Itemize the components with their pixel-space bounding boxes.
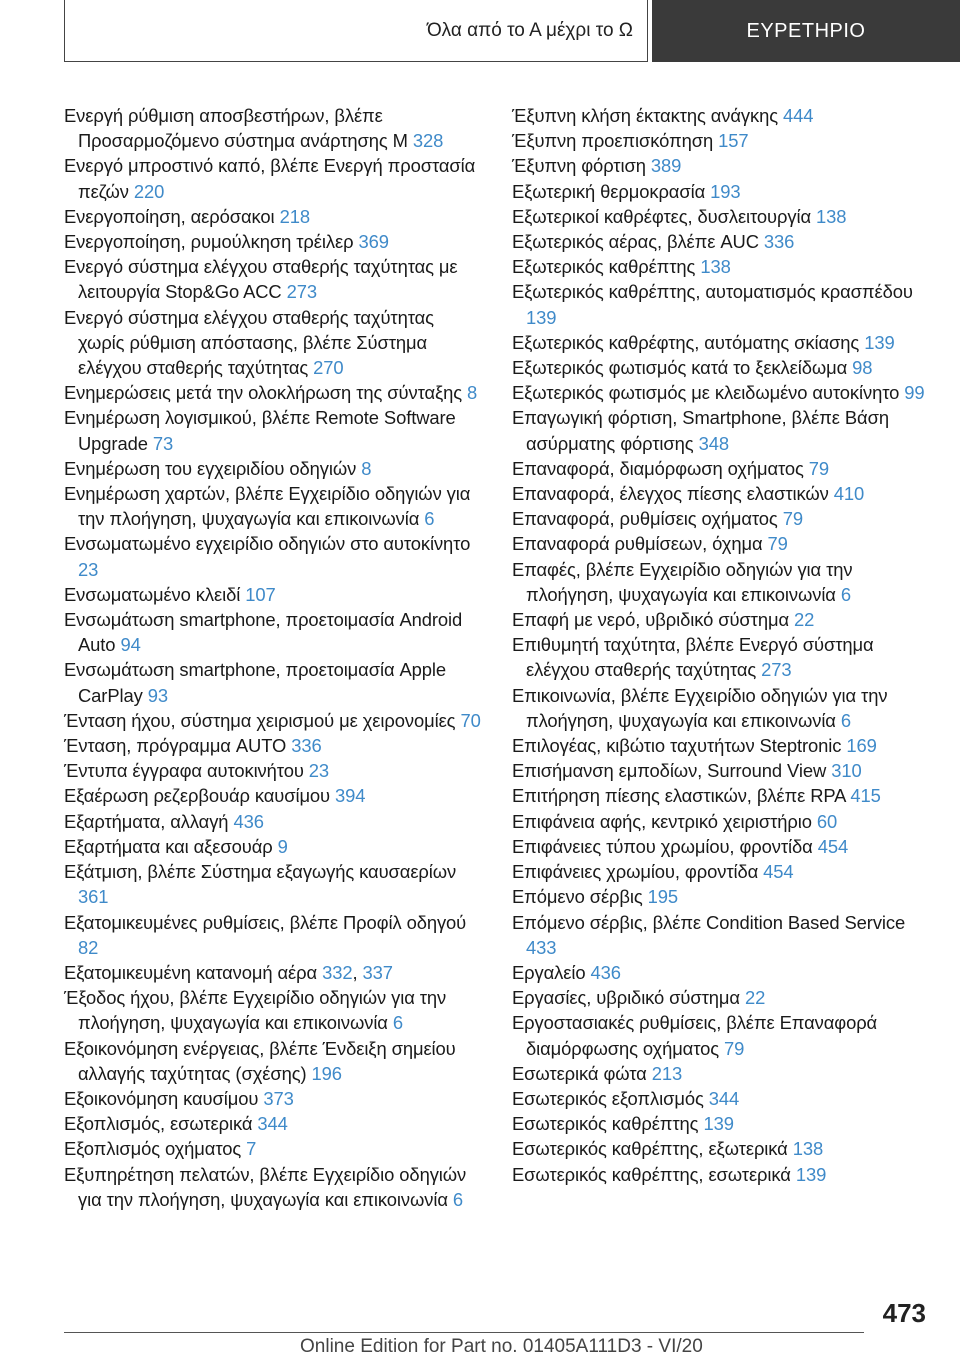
index-entry <box>64 960 484 985</box>
page-reference-link[interactable]: 79 <box>782 508 803 530</box>
page-reference-link[interactable]: 79 <box>767 533 788 555</box>
index-term: Εργοστασιακές ρυθμίσεις, βλέπε Επαναφορά διαμόρφωσης οχήματος <box>512 1012 878 1059</box>
index-term: Ενεργό μπροστινό καπό, βλέπε Ενεργή προστασία πεζών <box>64 155 476 202</box>
index-term: Επόμενο σέρβις <box>512 886 648 908</box>
index-entry <box>64 582 484 607</box>
page-reference-link[interactable]: 8 <box>467 382 478 404</box>
page-reference-link[interactable]: 454 <box>763 861 794 883</box>
index-term: Εξοπλισμός οχήματος <box>64 1138 247 1160</box>
index-term: Εξωτερικός φωτισμός με κλειδωμένο αυτοκίνητο <box>512 382 905 404</box>
index-entry <box>512 229 932 254</box>
page-reference-link[interactable]: 23 <box>308 760 330 782</box>
page-reference-link[interactable]: 157 <box>718 130 749 152</box>
index-entry <box>512 884 932 909</box>
index-entry <box>64 834 484 859</box>
page-reference-link[interactable]: 139 <box>864 331 895 353</box>
index-term: Ενσωματωμένο εγχειρίδιο οδηγιών στο αυτοκίνητο <box>64 533 471 555</box>
index-term: Εξαρτήματα, αλλαγή <box>64 810 234 832</box>
page-reference-link[interactable]: 7 <box>246 1138 257 1160</box>
index-term: Έξυπνη κλήση έκτακτης ανάγκης <box>512 105 783 126</box>
index-term: Εξάτμιση, βλέπε Σύστημα εξαγωγής καυσαερίων <box>64 861 457 883</box>
index-term: Έξοδος ήχου, βλέπε Εγχειρίδιο οδηγιών για την πλοήγηση, ψυχαγωγία και επικοινωνία <box>64 987 447 1034</box>
index-entry <box>512 380 932 405</box>
index-entry <box>512 733 932 758</box>
index-entry <box>512 809 932 834</box>
index-entry <box>512 1136 932 1161</box>
page-reference-link[interactable]: 195 <box>647 886 679 908</box>
page-separator: , <box>352 961 363 983</box>
index-entry <box>512 456 932 481</box>
index-entry <box>64 758 484 783</box>
page-reference-link[interactable]: 196 <box>311 1062 342 1084</box>
index-term: Εξωτερικός καθρέπτης <box>512 256 701 278</box>
index-entry <box>512 254 932 279</box>
page-reference-link[interactable]: 273 <box>286 281 318 303</box>
index-entry <box>512 330 932 355</box>
page-reference-link[interactable]: 389 <box>650 155 682 177</box>
index-term: Ενεργοποίηση, ρυμούλκηση τρέιλερ <box>64 231 359 253</box>
footer-divider <box>64 1332 864 1333</box>
index-entry <box>64 153 484 203</box>
index-term: Επαφές, βλέπε Εγχειρίδιο οδηγιών για την πλοήγηση, ψυχαγωγία και επικοινωνία <box>512 558 853 605</box>
page-reference-link[interactable]: 332 <box>322 961 353 983</box>
page-reference-link[interactable]: 361 <box>78 886 109 908</box>
chapter-tab: ΕΥΡΕΤΗΡΙΟ <box>652 0 960 62</box>
index-entry <box>64 1111 484 1136</box>
page-reference-link[interactable]: 454 <box>817 835 849 857</box>
index-entry <box>512 153 932 178</box>
index-entry <box>64 1086 484 1111</box>
index-entry <box>512 758 932 783</box>
index-term: Εξωτερική θερμοκρασία <box>512 180 711 202</box>
index-term: Επαφή με νερό, υβριδικό σύστημα <box>512 609 794 631</box>
index-term: Εξατομικευμένες ρυθμίσεις, βλέπε Προφίλ οδηγού <box>64 911 467 933</box>
index-term: Εξωτερικός φωτισμός κατά το ξεκλείδωμα <box>512 357 853 379</box>
page-reference-link[interactable]: 79 <box>808 457 830 479</box>
page-reference-link[interactable]: 369 <box>358 231 389 253</box>
index-entry <box>64 859 484 909</box>
index-entry <box>512 859 932 884</box>
page-reference-link[interactable]: 213 <box>651 1062 683 1084</box>
index-term: Ενσωμάτωση smartphone, προετοιμασία Apple CarPlay <box>64 659 447 706</box>
index-term: Εξωτερικός καθρέφτης, αυτόματης σκίασης <box>512 331 865 353</box>
index-entry <box>512 1111 932 1136</box>
page-reference-link[interactable]: 348 <box>698 432 729 454</box>
index-entry <box>64 809 484 834</box>
index-entry <box>512 985 932 1010</box>
index-entry <box>512 179 932 204</box>
page-reference-link[interactable]: 270 <box>313 357 344 379</box>
page-reference-link[interactable]: 60 <box>816 810 838 832</box>
index-term: Εσωτερικός καθρέπτης, εξωτερικά <box>512 1138 793 1160</box>
index-term: Εξωτερικοί καθρέφτες, δυσλειτουργία <box>512 205 817 227</box>
index-term: Επισήμανση εμποδίων, Surround View <box>512 760 832 782</box>
index-entry <box>512 557 932 607</box>
index-term: Έξυπνη προεπισκόπηση <box>512 130 719 152</box>
index-term: Εσωτερικός εξοπλισμός <box>512 1087 709 1109</box>
index-term: Ενεργή ρύθμιση αποσβεστήρων, βλέπε Προσαρμοζόμενο σύστημα ανάρτησης M <box>64 105 413 152</box>
index-entry <box>512 481 932 506</box>
page-reference-link[interactable]: 138 <box>816 205 847 227</box>
page-reference-link[interactable]: 436 <box>233 810 264 832</box>
index-term: Επιτήρηση πίεσης ελαστικών, βλέπε RPA <box>512 785 851 807</box>
index-entry <box>512 531 932 556</box>
index-entry <box>64 657 484 707</box>
page-reference-link[interactable]: 6 <box>452 1188 464 1210</box>
index-entry <box>512 783 932 808</box>
index-entry <box>512 834 932 859</box>
page-reference-link[interactable]: 139 <box>526 306 557 328</box>
index-term: Επικοινωνία, βλέπε Εγχειρίδιο οδηγιών για την πλοήγηση, ψυχαγωγία και επικοινωνία <box>512 684 888 731</box>
page-reference-link[interactable]: 336 <box>763 231 795 253</box>
page-reference-link[interactable]: 344 <box>257 1113 288 1135</box>
page-reference-link[interactable]: 9 <box>277 835 288 857</box>
index-term: Εξωτερικός καθρέπτης, αυτοματισμός κρασπέδου <box>512 281 913 303</box>
index-entry <box>512 103 932 128</box>
index-entry <box>64 607 484 657</box>
index-entry <box>64 783 484 808</box>
section-title: Όλα από το Α μέχρι το Ω <box>64 0 648 62</box>
index-entry <box>64 910 484 960</box>
index-term: Εργαλείο <box>512 961 591 983</box>
index-term: Επόμενο σέρβις, βλέπε Condition Based Service <box>512 911 906 933</box>
index-entry <box>64 1036 484 1086</box>
index-term: Εξοικονόμηση ενέργειας, βλέπε Ένδειξη σημείου αλλαγής ταχύτητας (σχέσης) <box>64 1037 456 1084</box>
page-reference-link[interactable]: 23 <box>78 558 99 580</box>
index-entry <box>512 1086 932 1111</box>
index-entry <box>64 254 484 304</box>
index-entry <box>64 481 484 531</box>
index-term: Επιφάνεια αφής, κεντρικό χειριστήριο <box>512 810 817 832</box>
page-reference-link[interactable]: 193 <box>710 180 741 202</box>
page-number: 473 <box>882 1298 926 1328</box>
index-term: Εξοπλισμός, εσωτερικά <box>64 1113 258 1135</box>
index-term: Εξυπηρέτηση πελατών, βλέπε Εγχειρίδιο οδηγιών για την πλοήγηση, ψυχαγωγία και επικοινωνία <box>64 1163 467 1210</box>
page-reference-link[interactable]: 433 <box>526 936 557 958</box>
index-term: Έντυπα έγγραφα αυτοκινήτου <box>64 760 309 782</box>
index-term: Εργασίες, υβριδικό σύστημα <box>512 987 745 1009</box>
page-reference-link[interactable]: 107 <box>245 583 276 605</box>
page-reference-link[interactable]: 218 <box>279 205 310 227</box>
edition-footer: Online Edition for Part no. 01405A111D3 - VI/20 <box>300 1336 703 1357</box>
page-reference-link[interactable]: 344 <box>708 1087 740 1109</box>
index-entry <box>64 708 484 733</box>
index-term: Ένταση, πρόγραμμα AUTO <box>64 735 292 757</box>
index-term: Ενημέρωση λογισμικού, βλέπε Remote Software Upgrade <box>64 407 456 454</box>
index-entry <box>512 204 932 229</box>
index-entry <box>512 128 932 153</box>
page-reference-link[interactable]: 6 <box>840 583 851 605</box>
page-reference-link[interactable]: 310 <box>831 760 862 782</box>
page-reference-link[interactable]: 93 <box>147 684 168 706</box>
index-entry <box>512 1061 932 1086</box>
index-term: Ενεργό σύστημα ελέγχου σταθερής ταχύτητας με λειτουργία Stop&Go ACC <box>64 256 458 303</box>
index-term: Επιφάνειες τύπου χρωμίου, φροντίδα <box>512 835 818 857</box>
index-term: Ενημέρωση του εγχειριδίου οδηγιών <box>64 457 362 479</box>
index-entry <box>64 103 484 153</box>
index-term: Εξατομικευμένη κατανομή αέρα <box>64 961 323 983</box>
index-term: Ενσωματωμένο κλειδί <box>64 583 246 605</box>
index-entry <box>512 279 932 329</box>
index-term: Εξαέρωση ρεζερβουάρ καυσίμου <box>64 785 336 807</box>
index-term: Ενεργοποίηση, αερόσακοι <box>64 205 280 227</box>
page-reference-link[interactable]: 6 <box>424 508 435 530</box>
index-term: Επαναφορά, διαμόρφωση οχήματος <box>512 457 809 479</box>
index-entry <box>512 960 932 985</box>
index-term: Επιλογέας, κιβώτιο ταχυτήτων Steptronic <box>512 735 847 757</box>
page-reference-link[interactable]: 82 <box>78 936 99 958</box>
index-term: Εξαρτήματα και αξεσουάρ <box>64 835 278 857</box>
page-reference-link[interactable]: 436 <box>590 961 621 983</box>
index-term: Έξυπνη φόρτιση <box>512 155 651 177</box>
index-term: Επαναφορά, ρυθμίσεις οχήματος <box>512 508 783 530</box>
page-reference-link[interactable]: 79 <box>724 1037 745 1059</box>
page-reference-link[interactable]: 99 <box>904 382 925 404</box>
page-reference-link[interactable]: 73 <box>152 432 174 454</box>
page-reference-link[interactable]: 22 <box>744 987 766 1009</box>
index-term: Επαναφορά, έλεγχος πίεσης ελαστικών <box>512 483 834 505</box>
page-reference-link[interactable]: 138 <box>792 1138 824 1160</box>
page-reference-link[interactable]: 337 <box>362 961 393 983</box>
page-reference-link[interactable]: 6 <box>392 1012 403 1034</box>
page-reference-link[interactable]: 22 <box>794 609 815 631</box>
index-entry <box>512 506 932 531</box>
page-reference-link[interactable]: 6 <box>840 709 851 731</box>
page-reference-link[interactable]: 410 <box>833 483 865 505</box>
index-entry <box>64 985 484 1035</box>
page-reference-link[interactable]: 8 <box>361 457 372 479</box>
page-reference-link[interactable]: 169 <box>846 735 877 757</box>
index-term: Εσωτερικός καθρέπτης, εσωτερικά <box>512 1163 796 1185</box>
index-entry <box>64 1136 484 1161</box>
index-entry <box>512 355 932 380</box>
page-reference-link[interactable]: 336 <box>291 735 322 757</box>
page-reference-link[interactable]: 394 <box>335 785 366 807</box>
page-reference-link[interactable]: 444 <box>782 105 814 126</box>
page-reference-link[interactable]: 98 <box>852 357 873 379</box>
page-reference-link[interactable]: 139 <box>795 1163 827 1185</box>
index-term: Ένταση ήχου, σύστημα χειρισμού με χειρονομίες <box>64 709 461 731</box>
index-entry <box>512 910 932 960</box>
index-term: Επαγωγική φόρτιση, Smartphone, βλέπε Βάση ασύρματης φόρτισης <box>512 407 889 454</box>
index-term: Επαναφορά ρυθμίσεων, όχημα <box>512 533 768 555</box>
index-term: Επιφάνειες χρωμίου, φροντίδα <box>512 861 764 883</box>
page-reference-link[interactable]: 373 <box>263 1087 294 1109</box>
index-entry <box>64 531 484 581</box>
page-reference-link[interactable]: 138 <box>700 256 731 278</box>
index-term: Ενεργό σύστημα ελέγχου σταθερής ταχύτητας χωρίς ρύθμιση απόστασης, βλέπε Σύστημα ελέγχου σταθερής ταχύτητας <box>64 306 434 379</box>
page-reference-link[interactable]: 220 <box>133 180 165 202</box>
index-entry <box>512 632 932 682</box>
index-entry <box>64 380 484 405</box>
index-term: Ενημέρωση χαρτών, βλέπε Εγχειρίδιο οδηγιών για την πλοήγηση, ψυχαγωγία και επικοινωνία <box>64 483 471 530</box>
page-reference-link[interactable]: 415 <box>850 785 881 807</box>
index-term: Εξωτερικός αέρας, βλέπε AUC <box>512 231 764 253</box>
index-entry <box>512 683 932 733</box>
index-term: Εξοικονόμηση καυσίμου <box>64 1087 264 1109</box>
page-header <box>64 0 960 64</box>
page-reference-link[interactable]: 70 <box>460 709 481 731</box>
index-entry <box>64 733 484 758</box>
index-entry <box>64 204 484 229</box>
index-entry <box>512 607 932 632</box>
page-reference-link[interactable]: 273 <box>761 659 792 681</box>
index-entry <box>64 405 484 455</box>
index-term: Επιθυμητή ταχύτητα, βλέπε Ενεργό σύστημα ελέγχου σταθερής ταχύτητας <box>512 634 874 681</box>
index-entry <box>512 405 932 455</box>
index-column-left <box>64 103 484 1212</box>
index-term: Εσωτερικός καθρέπτης <box>512 1113 704 1135</box>
page-reference-link[interactable]: 94 <box>120 634 141 656</box>
index-entry <box>64 305 484 381</box>
index-term: Ενημερώσεις μετά την ολοκλήρωση της σύνταξης <box>64 382 468 404</box>
index-term: Εσωτερικά φώτα <box>512 1062 652 1084</box>
index-entry <box>512 1162 932 1187</box>
index-term: Ενσωμάτωση smartphone, προετοιμασία Android Auto <box>64 609 463 656</box>
page-reference-link[interactable]: 328 <box>412 130 444 152</box>
index-entry <box>64 229 484 254</box>
index-entry <box>64 456 484 481</box>
page-reference-link[interactable]: 139 <box>703 1113 734 1135</box>
index-entry <box>512 1010 932 1060</box>
index-entry <box>64 1162 484 1212</box>
index-column-right <box>512 103 932 1187</box>
